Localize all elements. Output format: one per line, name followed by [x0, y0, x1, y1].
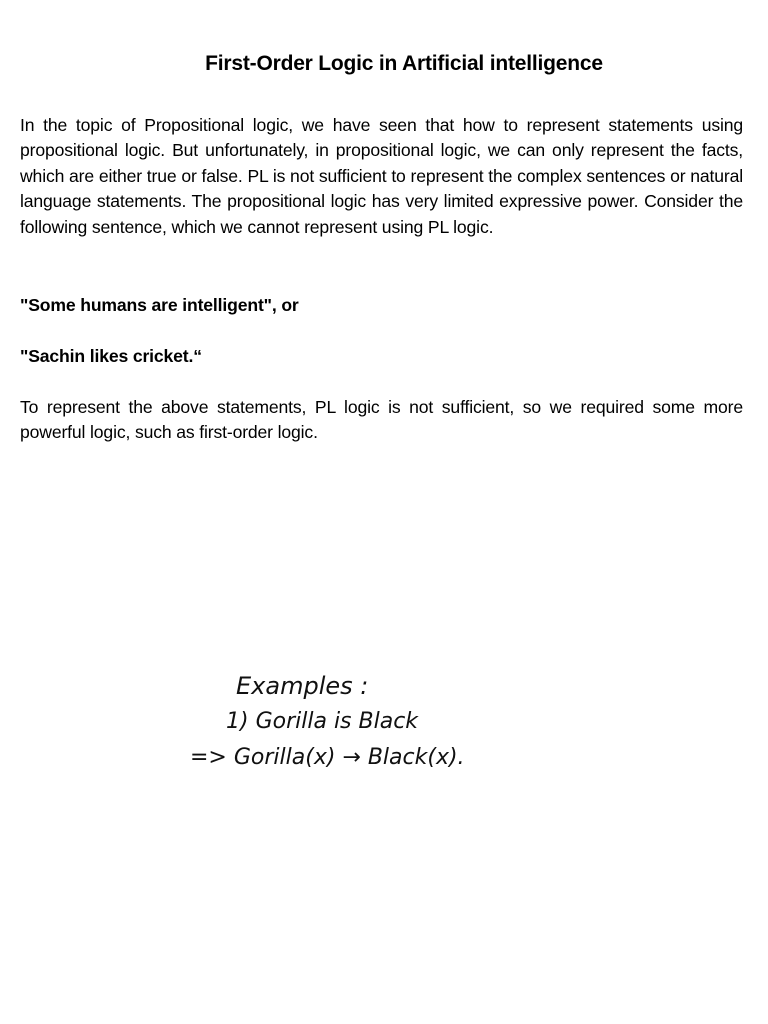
handwritten-example-statement: 1) Gorilla is Black	[226, 709, 419, 734]
example-quote-humans: "Some humans are intelligent", or	[20, 295, 299, 315]
handwritten-example-svg	[170, 660, 590, 780]
page-title: First-Order Logic in Artificial intelligence	[205, 52, 603, 76]
handwritten-example-note	[170, 660, 590, 780]
example-quote-sachin: "Sachin likes cricket.“	[20, 346, 202, 366]
handwritten-examples-heading: Examples :	[236, 672, 369, 700]
handwritten-example-formula: => Gorilla(x) → Black(x).	[190, 745, 465, 770]
conclusion-paragraph: To represent the above statements, PL logic is not sufficient, so we required some more powerful logic, such as first-order logic.	[20, 397, 743, 443]
intro-paragraph: In the topic of Propositional logic, we have seen that how to represent statements using propositional logic. But unfortunately, in propositional logic, we can only represent the facts, which are either true or false. PL is not sufficient to represent the complex sentences or natural language statements. The propositional logic has very limited expressive power. Consider the following sentence, which we cannot represent using PL logic.	[20, 115, 743, 237]
